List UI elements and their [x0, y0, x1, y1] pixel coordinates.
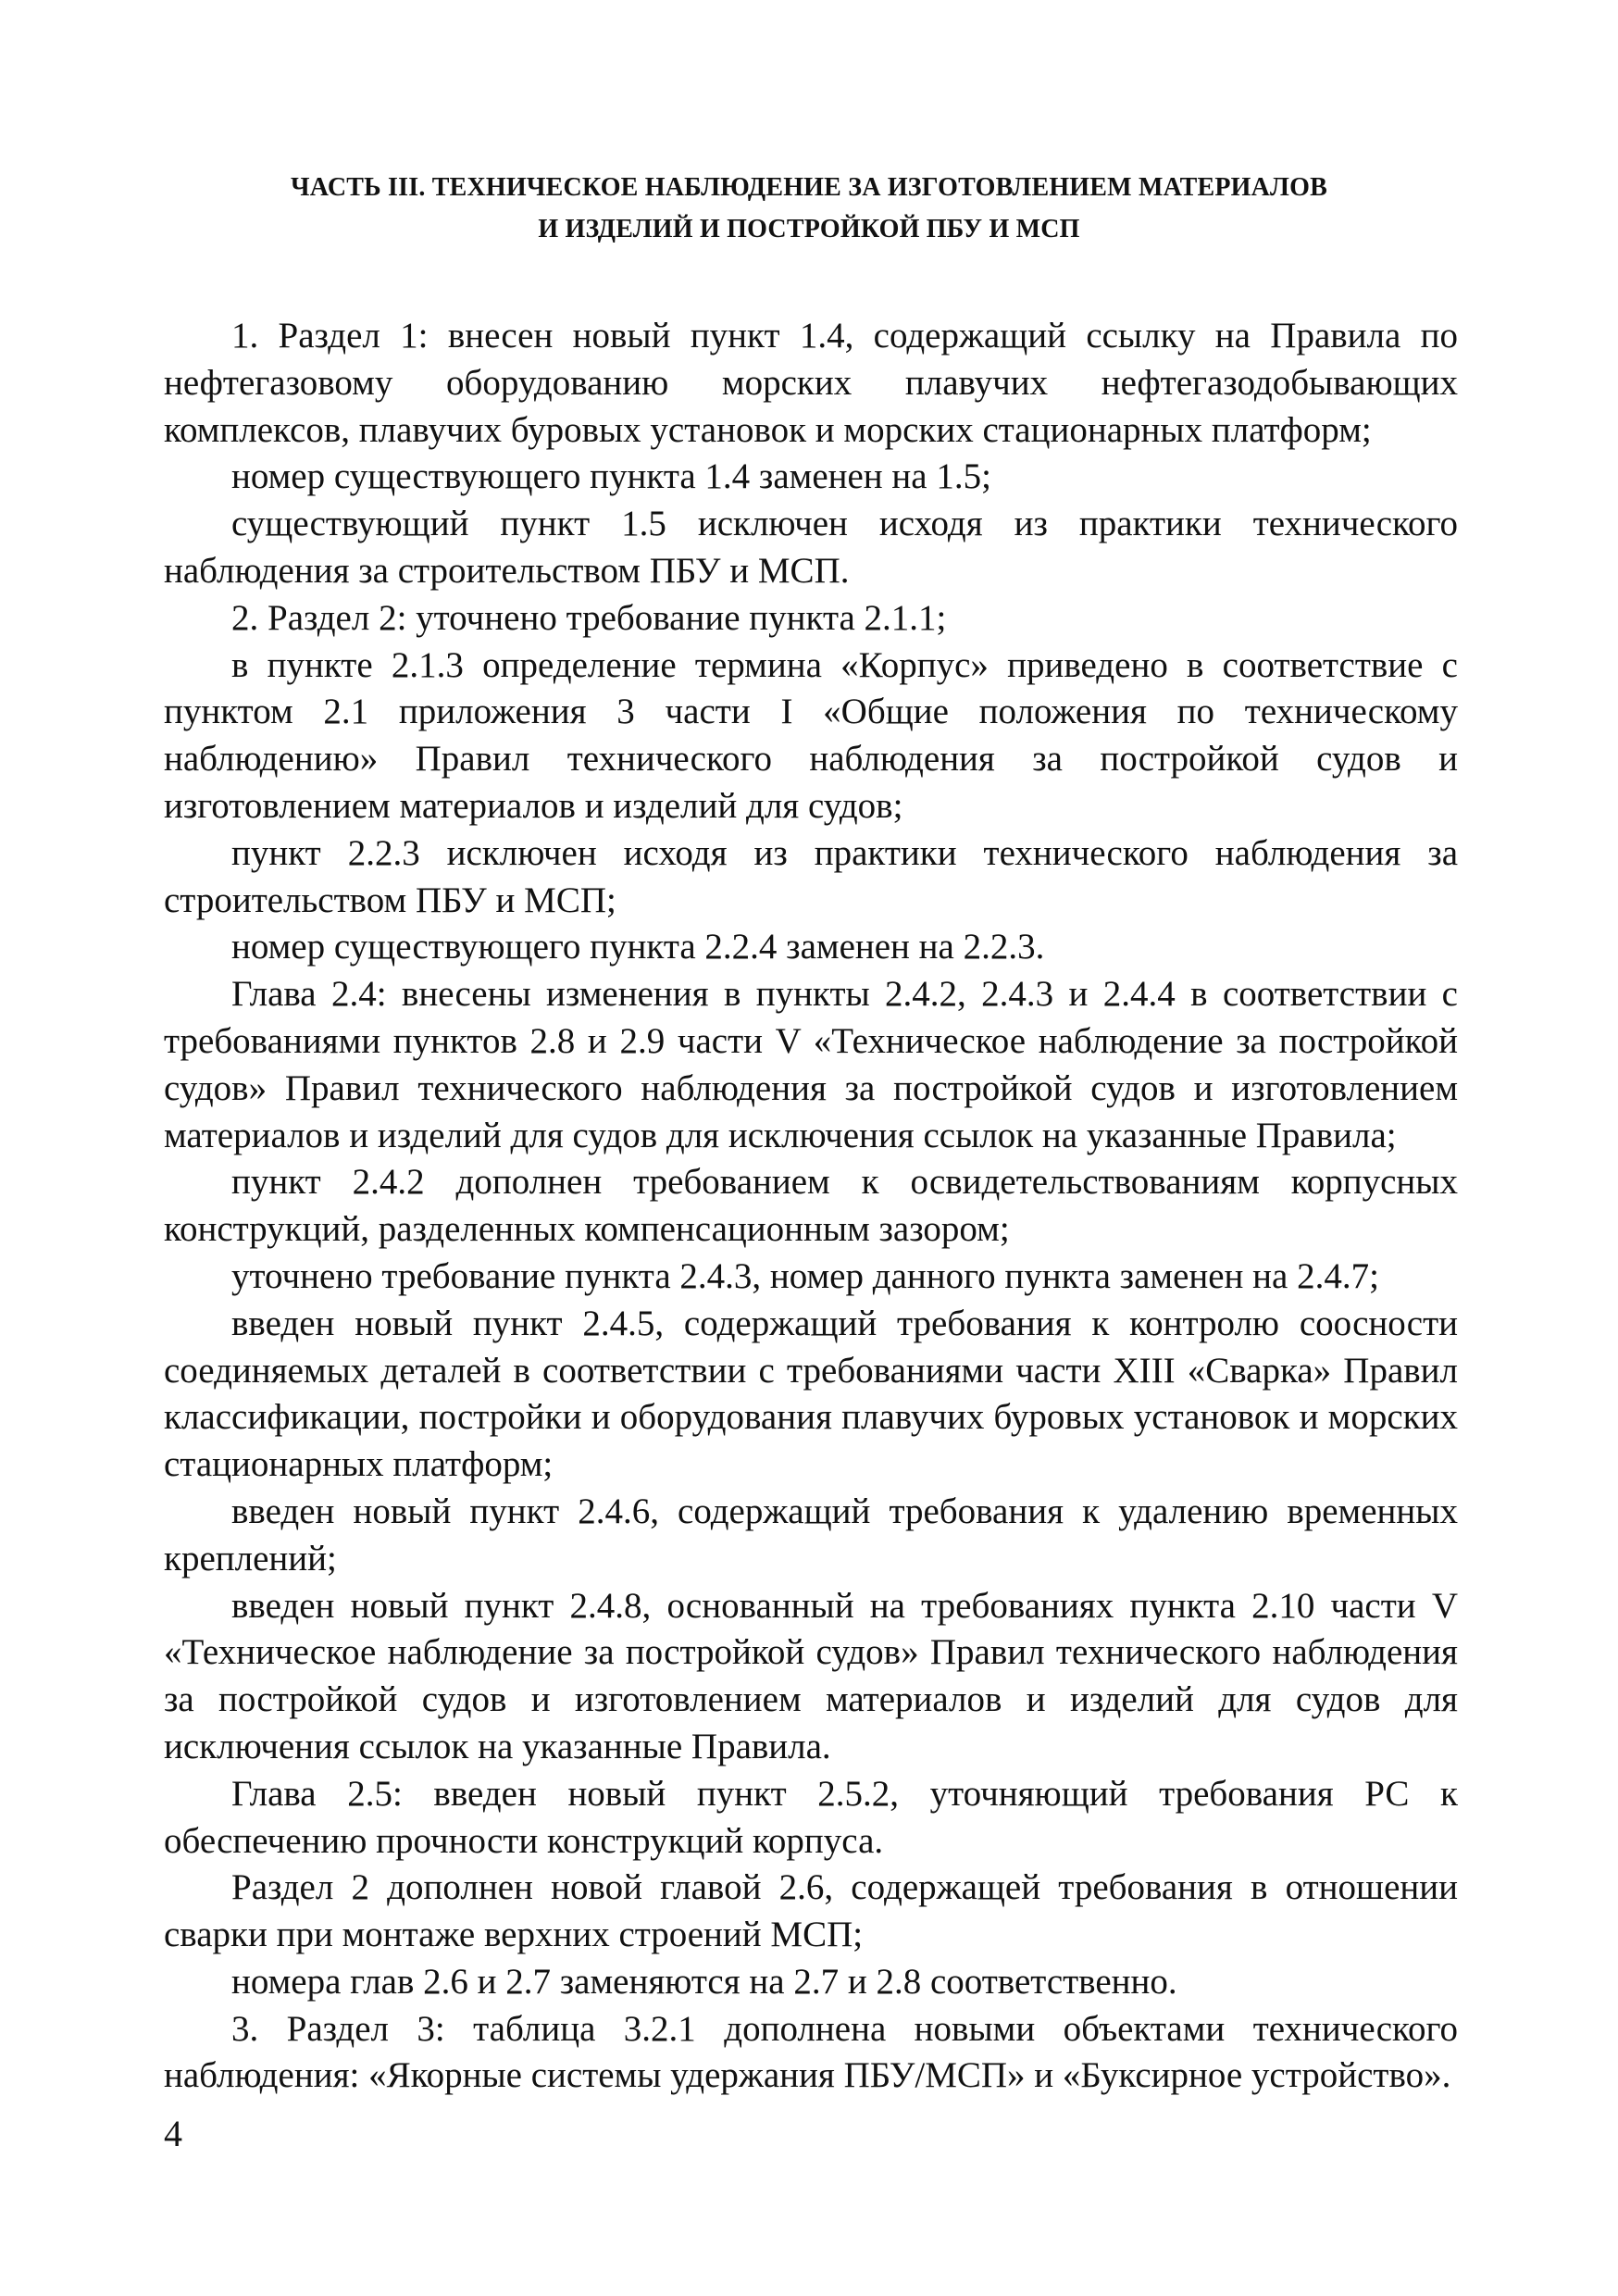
paragraph: номер существующего пункта 1.4 заменен на 1.5; [231, 456, 991, 497]
paragraph: 3. Раздел 3: таблица 3.2.1 дополнена новыми объектами технического наблюдения: «Якорные системы удержания ПБУ/МСП» и «Буксирное устройство». [164, 2008, 1458, 2096]
page-number: 4 [164, 2113, 182, 2154]
paragraph: уточнено требование пункта 2.4.3, номер данного пункта заменен на 2.4.7; [231, 1255, 1379, 1296]
paragraph: номер существующего пункта 2.2.4 заменен на 2.2.3. [231, 927, 1045, 967]
paragraph: 1. Раздел 1: внесен новый пункт 1.4, содержащий ссылку на Правила по нефтегазовому оборудованию морских плавучих нефтегазодобывающих комплексов, плавучих буровых установок и морских стационарных платформ; [164, 316, 1458, 450]
document-body [164, 313, 1458, 2100]
paragraph: Глава 2.5: введен новый пункт 2.5.2, уточняющий требования РС к обеспечению прочности конструкций корпуса. [164, 1773, 1458, 1861]
paragraph: существующий пункт 1.5 исключен исходя из практики технического наблюдения за строительством ПБУ и МСП. [164, 504, 1458, 591]
paragraph: пункт 2.2.3 исключен исходя из практики технического наблюдения за строительством ПБУ и МСП; [164, 832, 1458, 920]
heading-line-2: И ИЗДЕЛИЙ И ПОСТРОЙКОЙ ПБУ И МСП [538, 215, 1080, 243]
paragraph: Раздел 2 дополнен новой главой 2.6, содержащей требования в отношении сварки при монтаже верхних строений МСП; [164, 1867, 1458, 1955]
paragraph: номера глав 2.6 и 2.7 заменяются на 2.7 и 2.8 соответственно. [231, 1961, 1177, 2002]
paragraph: пункт 2.4.2 дополнен требованием к освидетельствованиям корпусных конструкций, разделенных компенсационным зазором; [164, 1162, 1458, 1250]
section-heading [157, 167, 1461, 250]
paragraph: введен новый пункт 2.4.8, основанный на требованиях пункта 2.10 части V «Техническое наблюдение за постройкой судов» Правил технического наблюдения за постройкой судов и изготовлением материалов и изделий для судов для исключения ссылок на указанные Правила. [164, 1585, 1458, 1766]
paragraph: 2. Раздел 2: уточнено требование пункта 2.1.1; [231, 597, 947, 638]
paragraph: Глава 2.4: внесены изменения в пункты 2.4.2, 2.4.3 и 2.4.4 в соответствии с требованиями пунктов 2.8 и 2.9 части V «Техническое наблюдение за постройкой судов» Правил технического наблюдения за постройкой судов и изготовлением материалов и изделий для судов для исключения ссылок на указанные Правила; [164, 974, 1458, 1155]
paragraph: введен новый пункт 2.4.6, содержащий требования к удалению временных креплений; [164, 1491, 1458, 1578]
heading-line-1: ЧАСТЬ III. ТЕХНИЧЕСКОЕ НАБЛЮДЕНИЕ ЗА ИЗГОТОВЛЕНИЕМ МАТЕРИАЛОВ [291, 173, 1327, 202]
paragraph: в пункте 2.1.3 определение термина «Корпус» приведено в соответствие с пунктом 2.1 приложения 3 части I «Общие положения по техническому наблюдению» Правил технического наблюдения за постройкой судов и изготовлением материалов и изделий для судов; [164, 644, 1458, 826]
paragraph: введен новый пункт 2.4.5, содержащий требования к контролю соосности соединяемых деталей в соответствии с требованиями части XIII «Сварка» Правил классификации, постройки и оборудования плавучих буровых установок и морских стационарных платформ; [164, 1303, 1458, 1485]
